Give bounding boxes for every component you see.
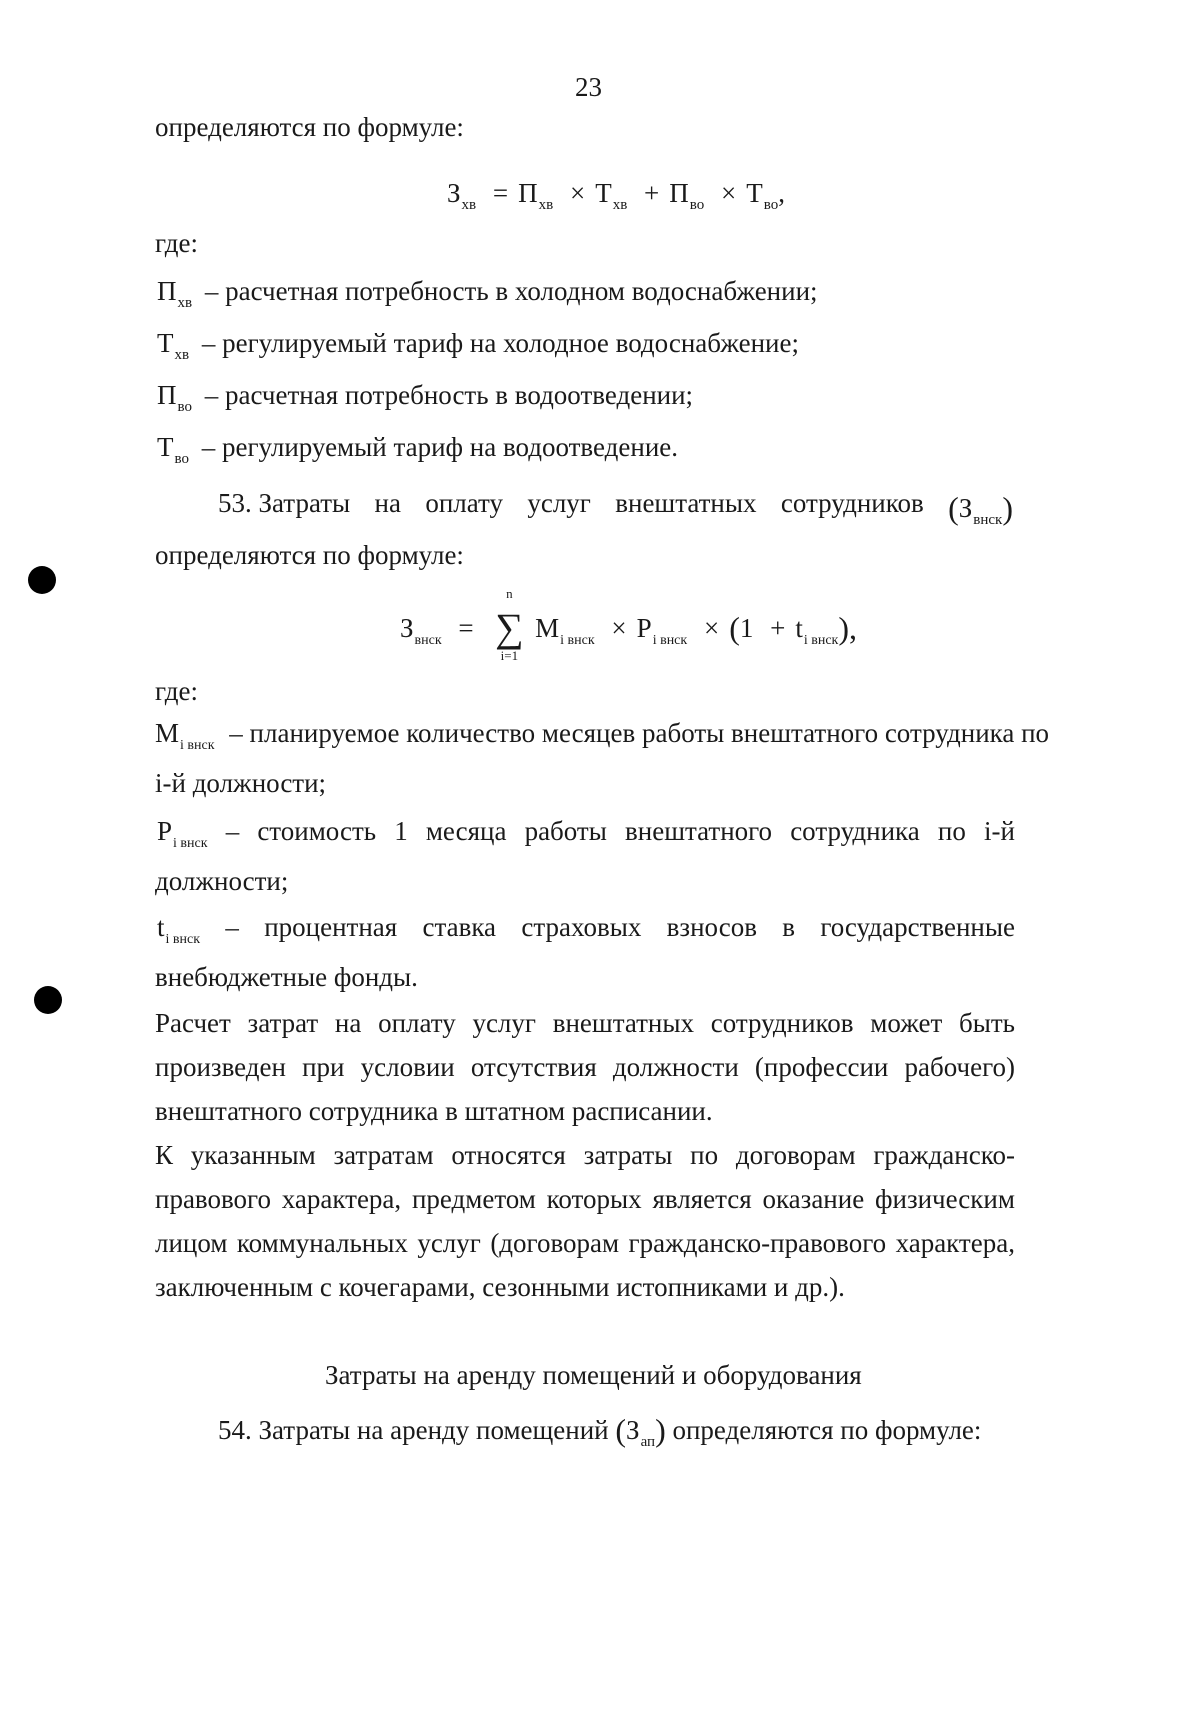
definition-line: $t_{i внск}$ – процентная ставка страховых взносов в государственные	[157, 912, 1015, 947]
cost-symbol: $(З_{внск})$	[948, 490, 1013, 528]
where-label: где:	[155, 676, 198, 706]
page-number: 23	[575, 72, 602, 102]
definition-line: $P_{i внск}$ – стоимость 1 месяца работы внештатного сотрудника по i-й	[157, 816, 1015, 851]
formula-freelance-staff: $З_{внск}$ = n ∑ i=1 $M_{i внск} \times P_{i внск} \times (1 + t_{i внск})$,	[400, 586, 858, 663]
definition-line: должности;	[155, 866, 289, 896]
definition-line: $П_{во}$ – расчетная потребность в водоотведении;	[157, 380, 694, 415]
definition-line: $M_{i внск}$ – планируемое количество месяцев работы внештатного сотрудника по	[155, 718, 1050, 753]
item-53-line-2: определяются по формуле:	[155, 540, 464, 570]
binder-hole-mark	[34, 986, 62, 1014]
paragraph-line: внештатного сотрудника в штатном расписании.	[155, 1096, 713, 1126]
formula-cold-water: $З_{хв} = П_{хв} \times Т_{хв} + П_{во} \times Т_{во}$,	[447, 178, 785, 213]
sum-symbol: n ∑ i=1	[495, 586, 524, 663]
definition-line: $Т_{во}$ – регулируемый тариф на водоотведение.	[157, 432, 679, 467]
paragraph-line: Расчет затрат на оплату услуг внештатных сотрудников может быть	[155, 1008, 1015, 1038]
binder-hole-mark	[28, 566, 56, 594]
cost-symbol: $(З_{ап})$	[615, 1412, 666, 1450]
paragraph-line: К указанным затратам относятся затраты по договорам гражданско-	[155, 1140, 1015, 1170]
section-title: Затраты на аренду помещений и оборудования	[325, 1360, 862, 1390]
where-label: где:	[155, 228, 198, 258]
paragraph-line: лицом коммунальных услуг (договорам гражданско-правового характера,	[155, 1228, 1015, 1258]
paragraph-line: произведен при условии отсутствия должности (профессии рабочего)	[155, 1052, 1015, 1082]
definition-line: i-й должности;	[155, 768, 327, 798]
paragraph-line: заключенным с кочегарами, сезонными истопниками и др.).	[155, 1272, 845, 1302]
definition-line: внебюджетные фонды.	[155, 962, 418, 992]
paragraph-line: правового характера, предметом которых является оказание физическим	[155, 1184, 1015, 1214]
definition-line: $П_{хв}$ – расчетная потребность в холодном водоснабжении;	[157, 276, 818, 311]
intro-line: определяются по формуле:	[155, 112, 464, 142]
definition-line: $Т_{хв}$ – регулируемый тариф на холодное водоснабжение;	[157, 328, 799, 363]
item-53-line: 53. Затраты на оплату услуг внештатных сотрудников $(З_{внск})$	[218, 488, 1013, 528]
item-54-line: 54. Затраты на аренду помещений $(З_{ап})$ определяются по формуле:	[218, 1412, 982, 1450]
